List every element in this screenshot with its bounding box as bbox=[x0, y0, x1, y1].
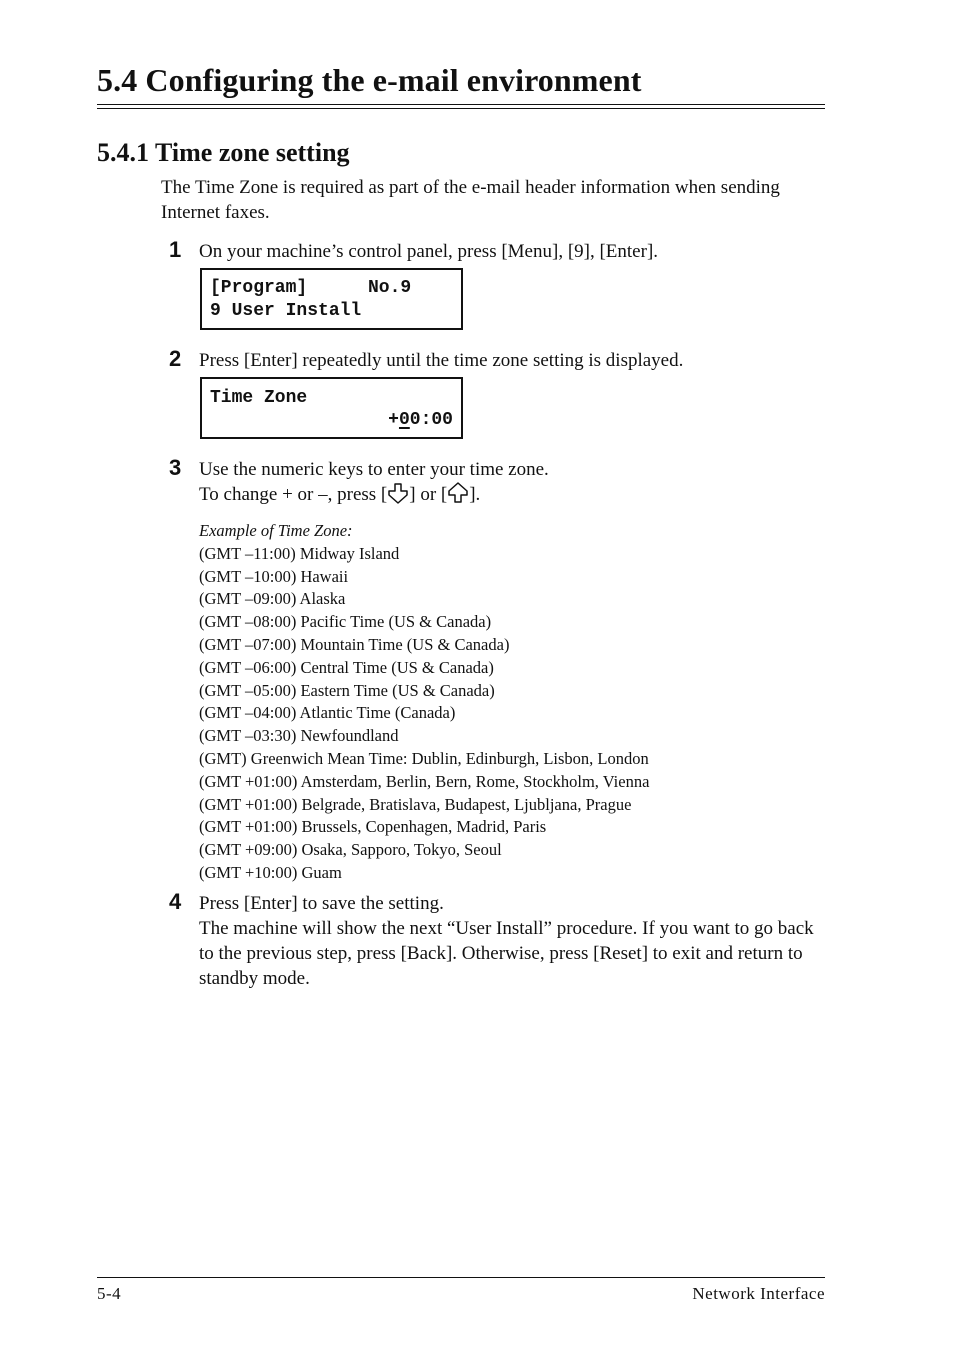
step-number-4: 4 bbox=[169, 889, 182, 914]
step-number-2: 2 bbox=[169, 346, 182, 371]
time-zone-item: (GMT –09:00) Alaska bbox=[199, 589, 346, 609]
time-zone-item: (GMT +01:00) Belgrade, Bratislava, Budapest, Ljubljana, Prague bbox=[199, 794, 632, 814]
heading-rule-top bbox=[97, 104, 825, 105]
step-text-3 bbox=[199, 457, 829, 507]
lcd-row1-left: [Program] bbox=[210, 278, 308, 298]
lcd-row2: 9 User Install bbox=[210, 301, 362, 321]
step-3-line1: Use the numeric keys to enter your time zone. bbox=[199, 459, 549, 480]
time-zone-item: (GMT –08:00) Pacific Time (US & Canada) bbox=[199, 612, 492, 632]
lcd-time-zone-value bbox=[388, 410, 453, 430]
time-zone-item: (GMT –10:00) Hawaii bbox=[199, 566, 349, 586]
step-3-text-b: ] or [ bbox=[409, 484, 448, 505]
down-arrow-key-icon bbox=[387, 482, 409, 504]
time-zone-item: (GMT +10:00) Guam bbox=[199, 862, 342, 882]
footer-page-number: 5-4 bbox=[97, 1284, 122, 1303]
step-4-line2: The machine will show the next “User Install” procedure. If you want to go back to the previous step, press [Back]. Otherwise, press [Reset] to exit and return to standby mode. bbox=[199, 918, 814, 989]
step-4-line1: Press [Enter] to save the setting. bbox=[199, 893, 444, 914]
time-zone-item: (GMT –05:00) Eastern Time (US & Canada) bbox=[199, 680, 495, 700]
step-3-line2 bbox=[199, 482, 829, 507]
intro-paragraph: The Time Zone is required as part of the e-mail header information when sending Internet faxes. bbox=[161, 177, 780, 223]
time-zone-item: (GMT –04:00) Atlantic Time (Canada) bbox=[199, 703, 456, 723]
lcd-sign: + bbox=[388, 410, 399, 430]
lcd-value-rest: 0:00 bbox=[409, 410, 453, 430]
step-text-1: On your machine’s control panel, press [Menu], [9], [Enter]. bbox=[199, 241, 659, 262]
time-zone-item: (GMT) Greenwich Mean Time: Dublin, Edinburgh, Lisbon, London bbox=[199, 748, 649, 768]
lcd-display-program bbox=[200, 268, 463, 330]
lcd-display-time-zone bbox=[200, 377, 463, 439]
step-3-text-c: ]. bbox=[469, 484, 481, 505]
footer-title: Network Interface bbox=[692, 1284, 825, 1303]
time-zone-item: (GMT –07:00) Mountain Time (US & Canada) bbox=[199, 634, 510, 654]
lcd-row1-right: No.9 bbox=[368, 278, 412, 298]
time-zone-item: (GMT +09:00) Osaka, Sapporo, Tokyo, Seoul bbox=[199, 840, 502, 860]
time-zone-item: (GMT +01:00) Amsterdam, Berlin, Bern, Rome, Stockholm, Vienna bbox=[199, 771, 650, 791]
time-zone-item: (GMT –06:00) Central Time (US & Canada) bbox=[199, 657, 494, 677]
time-zone-item: (GMT –03:30) Newfoundland bbox=[199, 726, 399, 746]
step-3-text-a: To change + or –, press [ bbox=[199, 484, 388, 505]
time-zone-item: (GMT –11:00) Midway Island bbox=[199, 543, 400, 563]
lcd-time-zone-label: Time Zone bbox=[210, 388, 308, 408]
step-number-1: 1 bbox=[169, 237, 182, 262]
lcd-cursor-digit: 0 bbox=[398, 410, 410, 430]
step-text-2: Press [Enter] repeatedly until the time zone setting is displayed. bbox=[199, 350, 684, 371]
example-label: Example of Time Zone: bbox=[199, 521, 353, 540]
up-arrow-key-icon bbox=[447, 482, 469, 504]
page-heading: 5.4 Configuring the e-mail environment bbox=[97, 62, 642, 98]
step-text-4 bbox=[199, 891, 829, 991]
step-number-3: 3 bbox=[169, 455, 182, 480]
heading-rule-bottom bbox=[97, 108, 825, 109]
section-heading: 5.4.1 Time zone setting bbox=[97, 138, 350, 167]
time-zone-examples bbox=[199, 520, 649, 885]
footer-rule bbox=[97, 1277, 825, 1278]
time-zone-item: (GMT +01:00) Brussels, Copenhagen, Madrid, Paris bbox=[199, 817, 547, 837]
